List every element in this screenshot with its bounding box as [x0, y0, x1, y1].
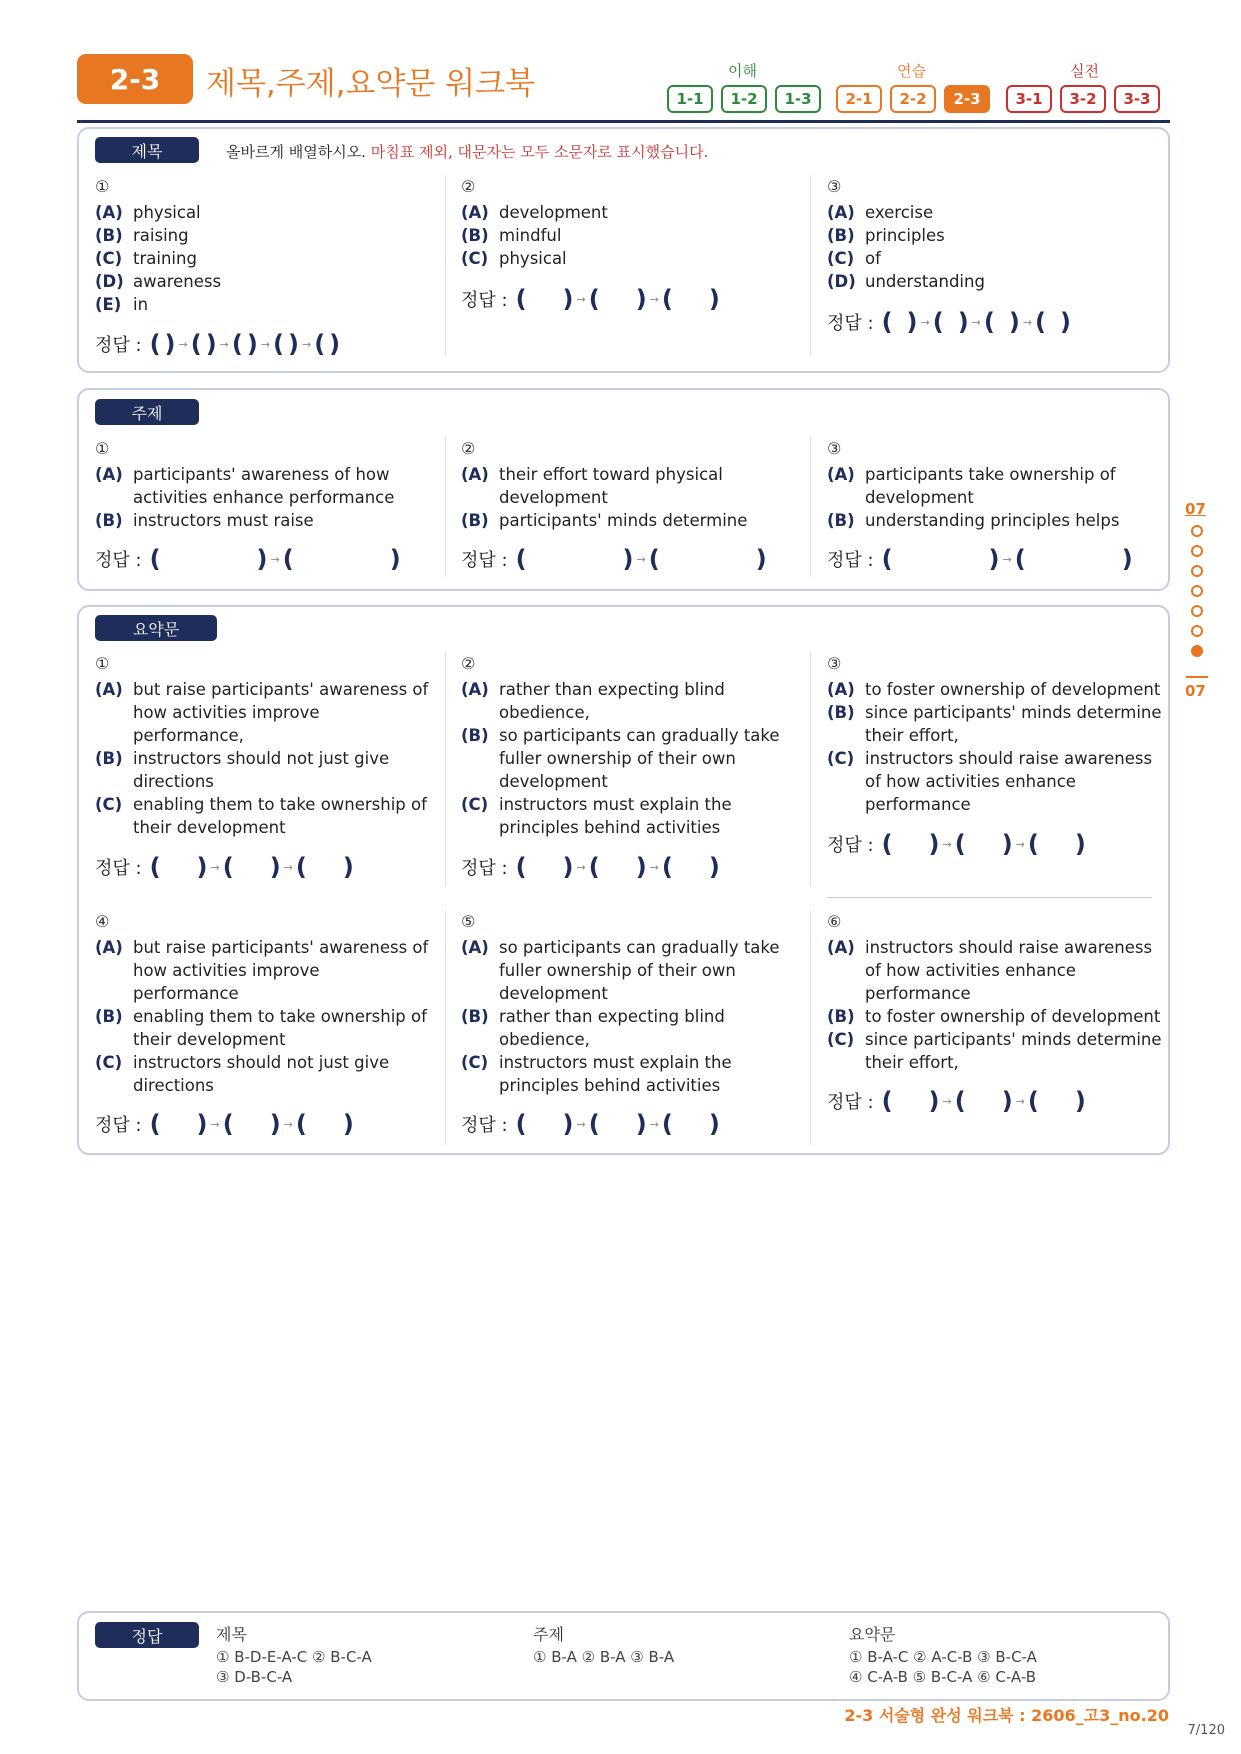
answer-row: [95, 853, 354, 881]
option-text: participants' awareness of how activities enhance performance: [133, 465, 395, 507]
question-number: ③: [827, 439, 842, 458]
answer-blank[interactable]: ( ): [661, 285, 720, 313]
option-label: (A): [95, 938, 123, 957]
option-item: [95, 509, 430, 532]
arrow-icon: →: [942, 837, 952, 851]
arrow-icon: →: [1015, 837, 1025, 851]
arrow-icon: →: [260, 337, 271, 351]
level-button-2-2[interactable]: 2-2: [890, 85, 936, 113]
level-button-1-3[interactable]: 1-3: [775, 85, 821, 113]
question-number: ②: [461, 439, 476, 458]
option-item: [95, 936, 430, 1005]
option-item: [95, 247, 430, 270]
answer-blank[interactable]: ( ): [295, 853, 354, 881]
option-text: understanding principles helps: [865, 511, 1120, 530]
option-item: [95, 293, 430, 316]
level-button-1-2[interactable]: 1-2: [721, 85, 767, 113]
option-label: (A): [461, 203, 489, 222]
option-item: [461, 247, 796, 270]
answer-blank[interactable]: ( ): [881, 1087, 940, 1115]
answer-row: [827, 830, 1086, 858]
answer-key-summary-line: ④ C-A-B ⑤ B-C-A ⑥ C-A-B: [849, 1668, 1037, 1686]
summary-question-4: [95, 910, 430, 1097]
option-item: [461, 509, 796, 532]
topic-tag: 주제: [95, 399, 199, 425]
option-label: (C): [461, 795, 489, 814]
progress-dot-icon: [1191, 545, 1203, 557]
answer-row: [461, 1110, 720, 1138]
option-label: (B): [461, 1007, 489, 1026]
answer-blank[interactable]: ( ): [515, 853, 574, 881]
arrow-icon: →: [576, 860, 586, 874]
option-text: enabling them to take ownership of their development: [133, 795, 427, 837]
option-text: instructors should not just give directions: [133, 749, 390, 791]
column-divider: [445, 437, 446, 577]
option-item: [461, 1005, 796, 1051]
question-number: ⑤: [461, 912, 476, 931]
option-text: to foster ownership of development: [865, 1007, 1161, 1026]
progress-dot-current-icon: [1191, 645, 1203, 657]
option-label: (A): [95, 465, 123, 484]
answer-blank[interactable]: ( ): [932, 308, 969, 336]
summary-tag: 요약문: [95, 615, 217, 641]
question-number: ⑥: [827, 912, 842, 931]
answer-blank[interactable]: ( ): [648, 545, 767, 573]
option-label: (A): [461, 938, 489, 957]
answer-blank[interactable]: ( ): [954, 1087, 1013, 1115]
option-item: [95, 793, 430, 839]
option-item: [827, 1005, 1162, 1028]
header-divider: [77, 120, 1170, 123]
option-text: instructors should raise awareness of how activities enhance performance: [865, 749, 1153, 814]
answer-blank[interactable]: ( ): [881, 545, 1000, 573]
option-label: (B): [95, 226, 123, 245]
side-nav-top-number: 07: [1185, 500, 1206, 518]
progress-dot-icon: [1191, 565, 1203, 577]
question-number: ④: [95, 912, 110, 931]
answer-row: [827, 1087, 1086, 1115]
question-number: ②: [461, 654, 476, 673]
answer-blank[interactable]: ( ): [588, 1110, 647, 1138]
answer-blank[interactable]: ( ): [983, 308, 1020, 336]
progress-dot-icon: [1191, 625, 1203, 637]
option-label: (A): [95, 680, 123, 699]
option-item: [827, 201, 1162, 224]
arrow-icon: →: [971, 315, 981, 329]
instruction-plain: 올바르게 배열하시오.: [226, 143, 366, 161]
level-button-1-1[interactable]: 1-1: [667, 85, 713, 113]
answer-blank[interactable]: ( ): [661, 853, 720, 881]
option-label: (B): [95, 749, 123, 768]
summary-question-3: [827, 652, 1162, 816]
column-divider: [445, 175, 446, 355]
option-label: (D): [95, 272, 124, 291]
question-number: ①: [95, 177, 110, 196]
answer-key-title-line: ① B-D-E-A-C ② B-C-A: [216, 1648, 372, 1666]
answer-blank[interactable]: ( ): [1027, 830, 1086, 858]
level-button-3-2[interactable]: 3-2: [1060, 85, 1106, 113]
option-item: [827, 747, 1162, 816]
option-label: (E): [95, 295, 122, 314]
option-item: [827, 936, 1162, 1005]
option-item: [95, 1005, 430, 1051]
option-text: instructors should raise awareness of how activities enhance performance: [865, 938, 1153, 1003]
question-number: ①: [95, 439, 110, 458]
option-item: [95, 201, 430, 224]
option-text: principles: [865, 226, 945, 245]
option-item: [461, 1051, 796, 1097]
topic-question-2: [461, 437, 796, 532]
arrow-icon: →: [649, 1117, 659, 1131]
option-item: [827, 247, 1162, 270]
option-label: (A): [827, 203, 855, 222]
option-label: (C): [461, 249, 489, 268]
question-number: ②: [461, 177, 476, 196]
answer-key-title-head: 제목: [216, 1625, 247, 1644]
answer-key-tag: 정답: [95, 1622, 199, 1648]
topic-question-3: [827, 437, 1162, 532]
summary-question-6: [827, 910, 1162, 1074]
option-item: [95, 747, 430, 793]
summary-question-5: [461, 910, 796, 1097]
option-text: instructors must raise: [133, 511, 314, 530]
option-text: but raise participants' awareness of how activities improve performance,: [133, 680, 429, 745]
option-text: mindful: [499, 226, 562, 245]
answer-blank[interactable]: ( ): [273, 330, 299, 358]
arrow-icon: →: [210, 860, 220, 874]
answer-label: 정답 :: [95, 335, 142, 356]
question-number: ③: [827, 177, 842, 196]
question-number: ③: [827, 654, 842, 673]
answer-key-summary-line: ① B-A-C ② A-C-B ③ B-C-A: [849, 1648, 1037, 1666]
option-label: (A): [827, 465, 855, 484]
arrow-icon: →: [1002, 552, 1012, 566]
answer-blank[interactable]: ( ): [190, 330, 217, 358]
option-label: (D): [827, 272, 856, 291]
option-label: (B): [461, 726, 489, 745]
answer-label: 정답 :: [95, 1115, 142, 1136]
option-text: instructors should not just give directions: [133, 1053, 390, 1095]
answer-blank[interactable]: ( ): [515, 545, 634, 573]
title-question-1: [95, 175, 430, 316]
answer-blank[interactable]: ( ): [1027, 1087, 1086, 1115]
answer-label: 정답 :: [827, 313, 874, 334]
arrow-icon: →: [576, 1117, 586, 1131]
title-question-3: [827, 175, 1162, 293]
option-item: [827, 1028, 1162, 1074]
progress-dot-icon: [1191, 585, 1203, 597]
answer-blank[interactable]: ( ): [661, 1110, 720, 1138]
answer-blank[interactable]: ( ): [149, 330, 176, 358]
answer-label: 정답 :: [461, 858, 508, 879]
answer-blank[interactable]: ( ): [222, 853, 281, 881]
option-item: [827, 270, 1162, 293]
option-text: instructors must explain the principles behind activities: [499, 1053, 732, 1095]
option-label: (C): [95, 795, 123, 814]
answer-key-summary-head: 요약문: [849, 1625, 896, 1644]
option-text: so participants can gradually take fuller ownership of their own development: [499, 938, 780, 1003]
option-label: (C): [461, 1053, 489, 1072]
column-divider: [810, 910, 811, 1145]
title-question-2: [461, 175, 796, 270]
column-divider: [445, 910, 446, 1145]
option-item: [827, 509, 1162, 532]
arrow-icon: →: [270, 552, 280, 566]
section-badge: 2-3: [77, 54, 193, 104]
option-label: (B): [461, 226, 489, 245]
option-text: development: [499, 203, 608, 222]
option-label: (B): [827, 1007, 855, 1026]
page-number: 7/120: [1187, 1723, 1225, 1738]
answer-blank[interactable]: ( ): [295, 1110, 354, 1138]
answer-key-title-line: ③ D-B-C-A: [216, 1668, 293, 1686]
answer-blank[interactable]: ( ): [881, 308, 918, 336]
answer-label: 정답 :: [461, 550, 508, 571]
arrow-icon: →: [649, 292, 659, 306]
answer-label: 정답 :: [461, 1115, 508, 1136]
level-button-2-1[interactable]: 2-1: [836, 85, 882, 113]
answer-blank[interactable]: ( ): [588, 285, 647, 313]
answer-row: [827, 308, 1071, 336]
answer-row: [461, 285, 720, 313]
answer-key-topic-line: ① B-A ② B-A ③ B-A: [533, 1648, 675, 1666]
arrow-icon: →: [942, 1094, 952, 1108]
answer-label: 정답 :: [827, 550, 874, 571]
option-label: (A): [461, 465, 489, 484]
arrow-icon: →: [283, 860, 293, 874]
answer-label: 정답 :: [95, 550, 142, 571]
option-label: (C): [827, 1030, 855, 1049]
option-item: [461, 201, 796, 224]
title-tag: 제목: [95, 137, 199, 163]
option-label: (C): [95, 249, 123, 268]
option-label: (C): [827, 749, 855, 768]
option-item: [827, 678, 1162, 701]
option-label: (C): [95, 1053, 123, 1072]
summary-question-1: [95, 652, 430, 839]
level-button-2-3-active[interactable]: 2-3: [944, 85, 990, 113]
answer-row: [95, 330, 340, 358]
instruction-note: 마침표 제외, 대문자는 모두 소문자로 표시했습니다.: [365, 143, 709, 161]
option-label: (B): [461, 511, 489, 530]
answer-blank[interactable]: ( ): [149, 545, 268, 573]
option-label: (B): [827, 511, 855, 530]
option-label: (A): [827, 680, 855, 699]
option-text: so participants can gradually take fuller ownership of their own development: [499, 726, 780, 791]
progress-dot-icon: [1191, 525, 1203, 537]
option-item: [95, 463, 430, 509]
answer-blank[interactable]: ( ): [954, 830, 1013, 858]
answer-blank[interactable]: ( ): [231, 330, 258, 358]
answer-label: 정답 :: [827, 1092, 874, 1113]
arrow-icon: →: [1022, 315, 1033, 329]
answer-blank[interactable]: ( ): [515, 285, 574, 313]
option-text: participants' minds determine: [499, 511, 748, 530]
option-label: (B): [95, 511, 123, 530]
progress-dot-icon: [1191, 605, 1203, 617]
summary-question-2: [461, 652, 796, 839]
option-text: of: [865, 249, 881, 268]
option-label: (B): [827, 703, 855, 722]
option-item: [95, 224, 430, 247]
option-text: physical: [499, 249, 567, 268]
option-text: rather than expecting blind obedience,: [499, 680, 725, 722]
answer-blank[interactable]: ( ): [149, 853, 208, 881]
option-item: [461, 678, 796, 724]
option-item: [461, 224, 796, 247]
answer-row: [95, 545, 401, 573]
level-label-real: 실전: [1070, 62, 1099, 80]
option-label: (A): [95, 203, 123, 222]
answer-label: 정답 :: [461, 290, 508, 311]
arrow-icon: →: [210, 1117, 220, 1131]
option-text: understanding: [865, 272, 985, 291]
level-button-3-1[interactable]: 3-1: [1006, 85, 1052, 113]
level-button-3-3[interactable]: 3-3: [1114, 85, 1160, 113]
page-title: 제목,주제,요약문 워크북: [206, 66, 536, 102]
option-item: [827, 463, 1162, 509]
option-text: raising: [133, 226, 189, 245]
option-text: training: [133, 249, 197, 268]
arrow-icon: →: [301, 337, 312, 351]
option-item: [95, 270, 430, 293]
column-divider: [445, 652, 446, 887]
option-label: (B): [95, 1007, 123, 1026]
option-item: [827, 701, 1162, 747]
column-divider: [810, 175, 811, 355]
option-item: [461, 936, 796, 1005]
question-number: ①: [95, 654, 110, 673]
answer-row: [461, 545, 767, 573]
footer-title: 2-3 서술형 완성 워크북 : 2606_고3_no.20: [844, 1706, 1169, 1725]
option-item: [461, 793, 796, 839]
option-item: [95, 678, 430, 747]
answer-blank[interactable]: ( ): [1014, 545, 1133, 573]
level-label-understanding: 이해: [728, 62, 757, 80]
row-divider: [827, 897, 1152, 898]
column-divider: [810, 437, 811, 577]
option-text: but raise participants' awareness of how activities improve performance: [133, 938, 429, 1003]
answer-blank[interactable]: ( ): [314, 330, 341, 358]
arrow-icon: →: [649, 860, 659, 874]
answer-blank[interactable]: ( ): [1035, 308, 1071, 336]
answer-blank[interactable]: ( ): [588, 853, 647, 881]
option-text: their effort toward physical development: [499, 465, 723, 507]
option-item: [461, 724, 796, 793]
option-item: [827, 224, 1162, 247]
level-label-practice: 연습: [897, 62, 926, 80]
answer-blank[interactable]: ( ): [222, 1110, 281, 1138]
arrow-icon: →: [1015, 1094, 1025, 1108]
instruction-text: [226, 141, 708, 162]
option-text: to foster ownership of development: [865, 680, 1161, 699]
arrow-icon: →: [283, 1117, 293, 1131]
option-item: [461, 463, 796, 509]
side-nav-divider: [1186, 676, 1208, 678]
answer-blank[interactable]: ( ): [149, 1110, 208, 1138]
option-text: rather than expecting blind obedience,: [499, 1007, 725, 1049]
column-divider: [810, 652, 811, 887]
answer-row: [827, 545, 1133, 573]
arrow-icon: →: [920, 315, 930, 329]
option-label: (B): [827, 226, 855, 245]
option-label: (A): [827, 938, 855, 957]
option-text: exercise: [865, 203, 934, 222]
option-text: since participants' minds determine their effort,: [865, 703, 1162, 745]
answer-label: 정답 :: [827, 835, 874, 856]
option-text: participants take ownership of development: [865, 465, 1116, 507]
option-text: awareness: [133, 272, 222, 291]
topic-question-1: [95, 437, 430, 532]
option-text: enabling them to take ownership of their development: [133, 1007, 427, 1049]
answer-key-topic-head: 주제: [533, 1625, 564, 1644]
answer-blank[interactable]: ( ): [515, 1110, 574, 1138]
arrow-icon: →: [576, 292, 586, 306]
answer-row: [95, 1110, 354, 1138]
answer-row: [461, 853, 720, 881]
option-text: instructors must explain the principles behind activities: [499, 795, 732, 837]
option-text: since participants' minds determine their effort,: [865, 1030, 1162, 1072]
option-label: (A): [461, 680, 489, 699]
option-item: [95, 1051, 430, 1097]
arrow-icon: →: [636, 552, 646, 566]
answer-label: 정답 :: [95, 858, 142, 879]
answer-blank[interactable]: ( ): [881, 830, 940, 858]
option-text: in: [133, 295, 149, 314]
arrow-icon: →: [219, 337, 229, 351]
side-nav-bottom-number: 07: [1185, 682, 1206, 700]
arrow-icon: →: [178, 337, 188, 351]
option-label: (C): [827, 249, 855, 268]
option-text: physical: [133, 203, 201, 222]
answer-blank[interactable]: ( ): [282, 545, 401, 573]
